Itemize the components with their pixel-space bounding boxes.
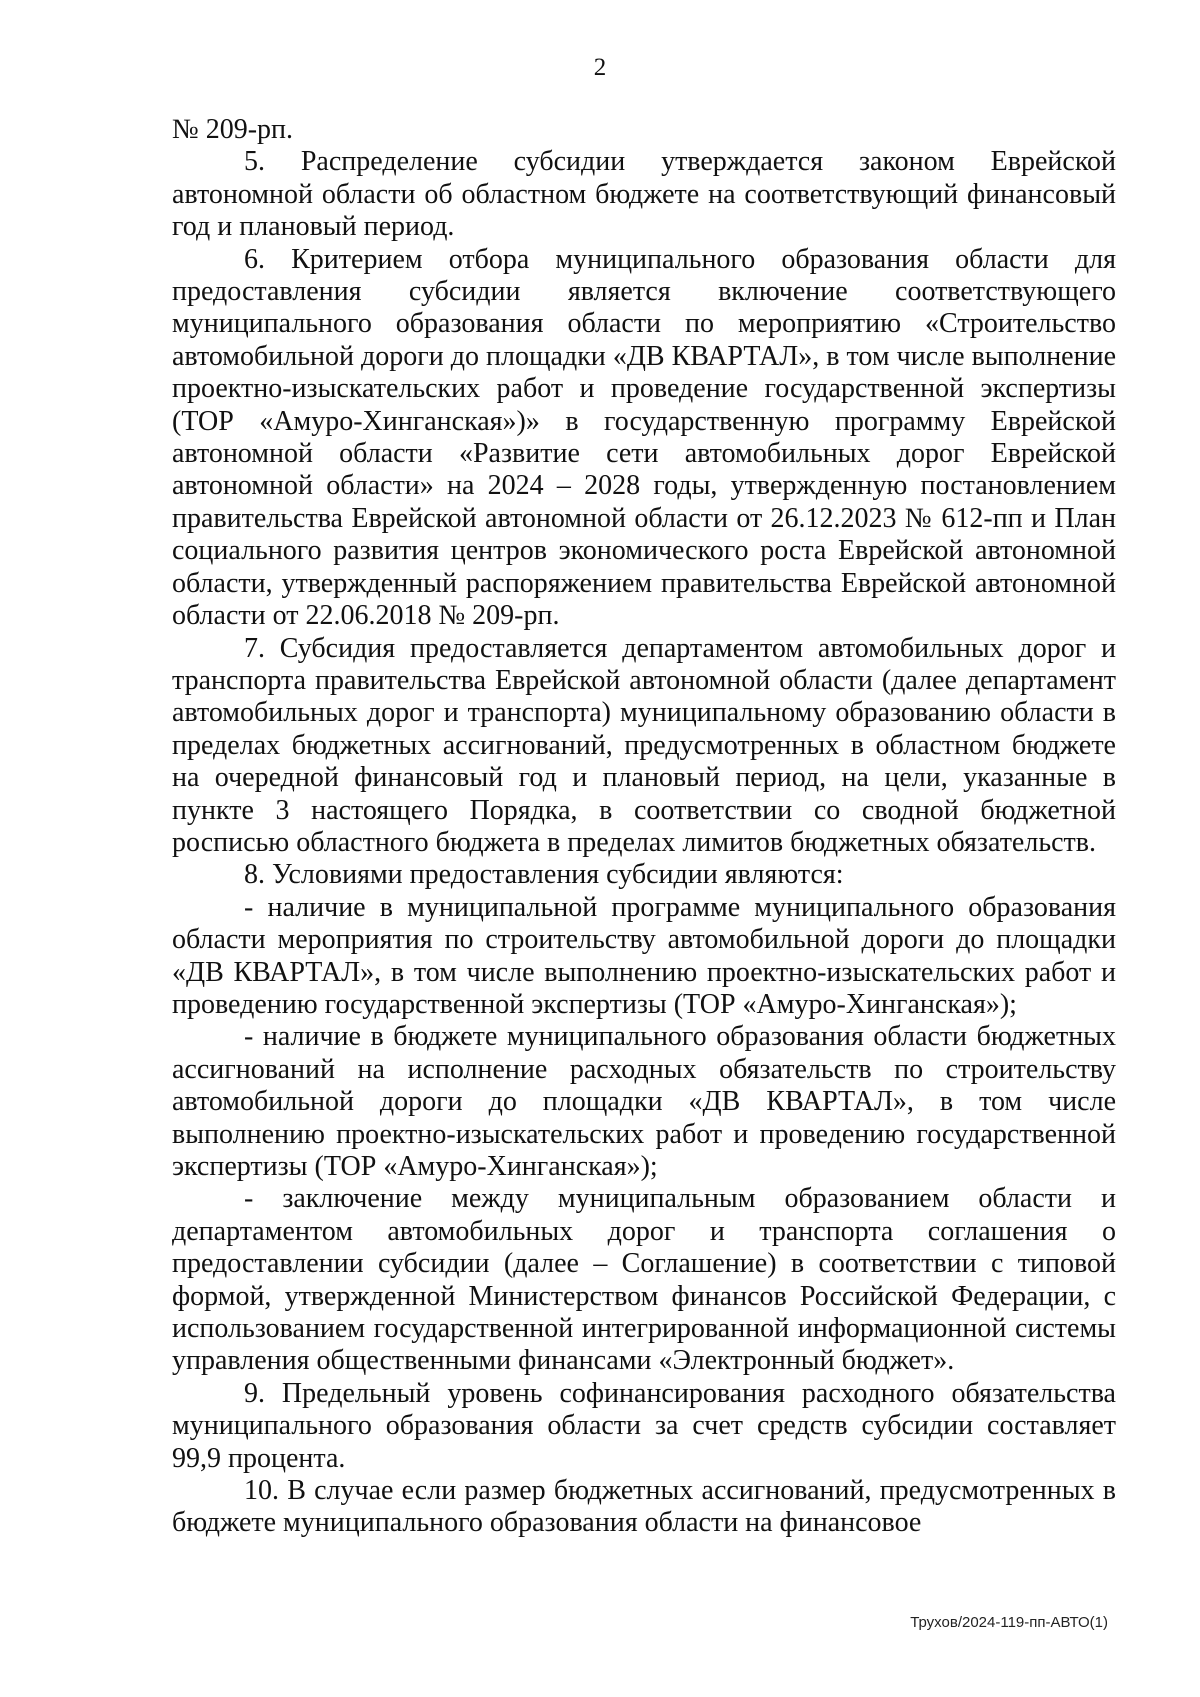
paragraph-6: 6. Критерием отбора муниципального образования области для предоставления субсидии является включение соответствующего муниципального образования области по мероприятию «Строительство автомобильной дороги до площадки «ДВ КВАРТАЛ», в том числе выполнение проектно-изыскательских работ и проведение государственной экспертизы (ТОР «Амуро-Хинганская»)» в государственную программу Еврейской автономной области «Развитие сети автомобильных дорог Еврейской автономной области» на 2024 – 2028 годы, утвержденную постановлением правительства Еврейской автономной области от 26.12.2023 № 612-пп и План социального развития центров экономического роста Еврейской автономной области, утвержденный распоряжением правительства Еврейской автономной области от 22.06.2018 № 209-рп. — [172, 243, 1116, 632]
document-body — [172, 114, 1116, 1540]
paragraph-8-item-2: - наличие в бюджете муниципального образования области бюджетных ассигнований на исполнение расходных обязательств по строительству автомобильной дороги до площадки «ДВ КВАРТАЛ», в том числе выполнению проектно-изыскательских работ и проведению государственной экспертизы (ТОР «Амуро-Хинганская»); — [172, 1021, 1116, 1182]
paragraph-5: 5. Распределение субсидии утверждается законом Еврейской автономной области об областном бюджете на соответствующий финансовый год и плановый период. — [172, 146, 1116, 243]
paragraph-8: 8. Условиями предоставления субсидии являются: — [244, 859, 844, 891]
paragraph-10: 10. В случае если размер бюджетных ассигнований, предусмотренных в бюджете муниципального образования области на финансовое — [172, 1475, 1116, 1539]
paragraph-7: 7. Субсидия предоставляется департаментом автомобильных дорог и транспорта правительства Еврейской автономной области (далее департамент автомобильных дорог и транспорта) муниципальному образованию области в пределах бюджетных ассигнований, предусмотренных в областном бюджете на очередной финансовый год и плановый период, на цели, указанные в пункте 3 настоящего Порядка, в соответствии со сводной бюджетной росписью областного бюджета в пределах лимитов бюджетных обязательств. — [172, 632, 1116, 858]
page-number: 2 — [593, 54, 607, 81]
paragraph-9: 9. Предельный уровень софинансирования расходного обязательства муниципального образования области за счет средств субсидии составляет 99,9 процента. — [172, 1377, 1116, 1474]
paragraph-8-item-1: - наличие в муниципальной программе муниципального образования области мероприятия по строительству автомобильной дороги до площадки «ДВ КВАРТАЛ», в том числе выполнению проектно-изыскательских работ и проведению государственной экспертизы (ТОР «Амуро-Хинганская»); — [172, 891, 1116, 1020]
paragraph-8-item-3: - заключение между муниципальным образованием области и департаментом автомобильных дорог и транспорта соглашения о предоставлении субсидии (далее – Соглашение) в соответствии с типовой формой, утвержденной Министерством финансов Российской Федерации, с использованием государственной интегрированной информационной системы управления общественными финансами «Электронный бюджет». — [172, 1183, 1116, 1377]
paragraph-0: № 209-рп. — [172, 114, 294, 145]
footer-document-reference: Трухов/2024-119-пп-АВТО(1) — [910, 1614, 1108, 1631]
